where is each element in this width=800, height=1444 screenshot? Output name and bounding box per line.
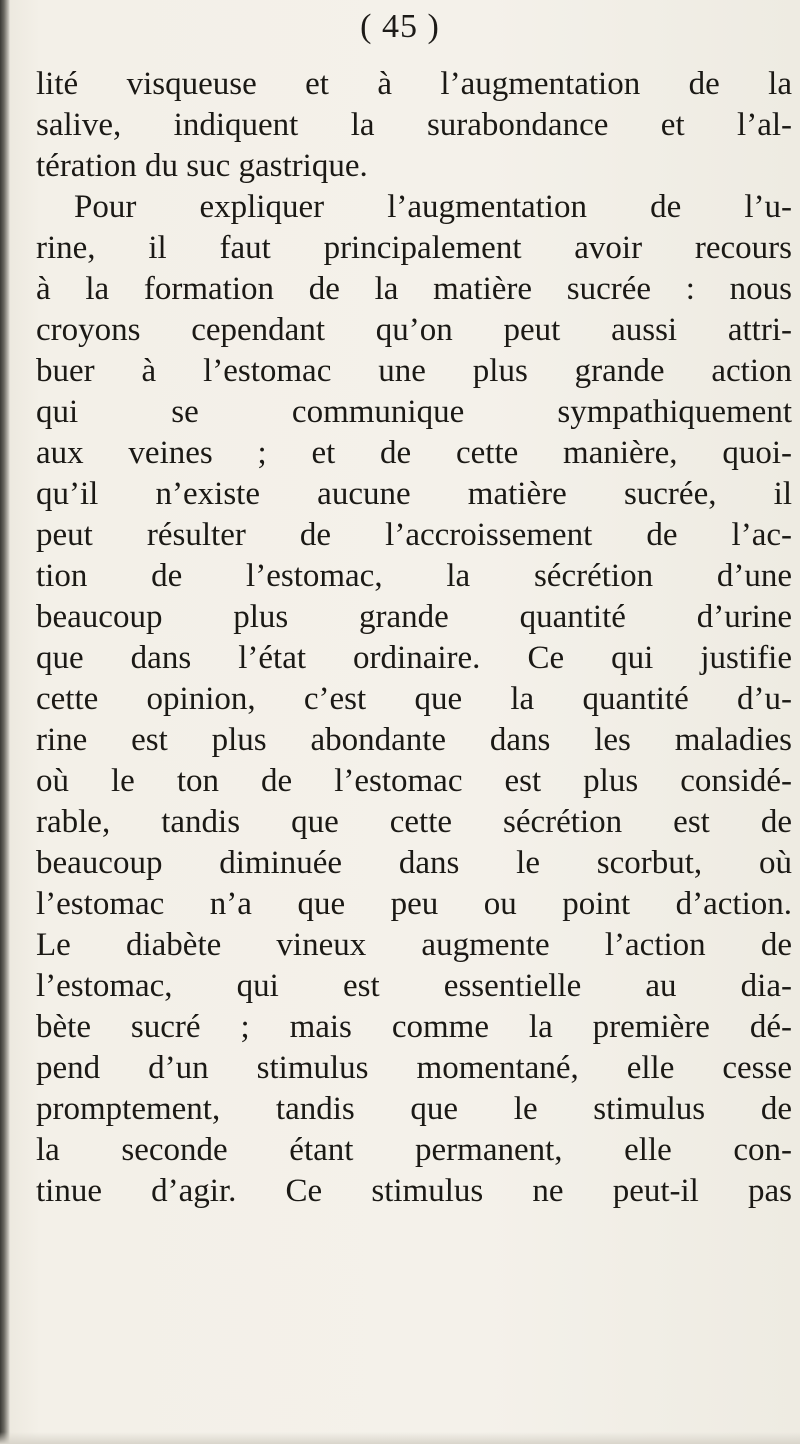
text-line: cette opinion, c’est que la quantité d’u- (36, 681, 792, 717)
text-line: lité visqueuse et à l’augmentation de la (36, 66, 792, 102)
text-line: tion de l’estomac, la sécrétion d’une (36, 558, 792, 594)
text-line: la seconde étant permanent, elle con- (36, 1132, 792, 1168)
text-line: rine est plus abondante dans les maladies (36, 722, 792, 758)
text-line: croyons cependant qu’on peut aussi attri- (36, 312, 792, 348)
text-line: l’estomac, qui est essentielle au dia- (36, 968, 792, 1004)
text-line: rable, tandis que cette sécrétion est de (36, 804, 792, 840)
text-line: salive, indiquent la surabondance et l’al- (36, 107, 792, 143)
text-line: qui se communique sympathiquement (36, 394, 792, 430)
text-line: que dans l’état ordinaire. Ce qui justifie (36, 640, 792, 676)
text-line: beaucoup diminuée dans le scorbut, où (36, 845, 792, 881)
text-line: aux veines ; et de cette manière, quoi- (36, 435, 792, 471)
text-line: beaucoup plus grande quantité d’urine (36, 599, 792, 635)
text-line: l’estomac n’a que peu ou point d’action. (36, 886, 792, 922)
text-line: Le diabète vineux augmente l’action de (36, 927, 792, 963)
text-line: à la formation de la matière sucrée : nous (36, 271, 792, 307)
page-number: ( 45 ) (360, 8, 440, 45)
text-line: tération du suc gastrique. (36, 148, 368, 184)
text-line: Pour expliquer l’augmentation de l’u- (74, 189, 792, 225)
text-line: pend d’un stimulus momentané, elle cesse (36, 1050, 792, 1086)
body-text (36, 64, 792, 1212)
text-line: où le ton de l’estomac est plus considé- (36, 763, 792, 799)
text-line: rine, il faut principalement avoir recours (36, 230, 792, 266)
text-line: buer à l’estomac une plus grande action (36, 353, 792, 389)
text-line: peut résulter de l’accroissement de l’ac- (36, 517, 792, 553)
page-binding-edge (0, 0, 10, 1444)
page-bottom-edge (0, 1432, 800, 1444)
text-line: qu’il n’existe aucune matière sucrée, il (36, 476, 792, 512)
text-line: promptement, tandis que le stimulus de (36, 1091, 792, 1127)
text-line: bète sucré ; mais comme la première dé- (36, 1009, 792, 1045)
text-line: tinue d’agir. Ce stimulus ne peut-il pas (36, 1173, 792, 1209)
